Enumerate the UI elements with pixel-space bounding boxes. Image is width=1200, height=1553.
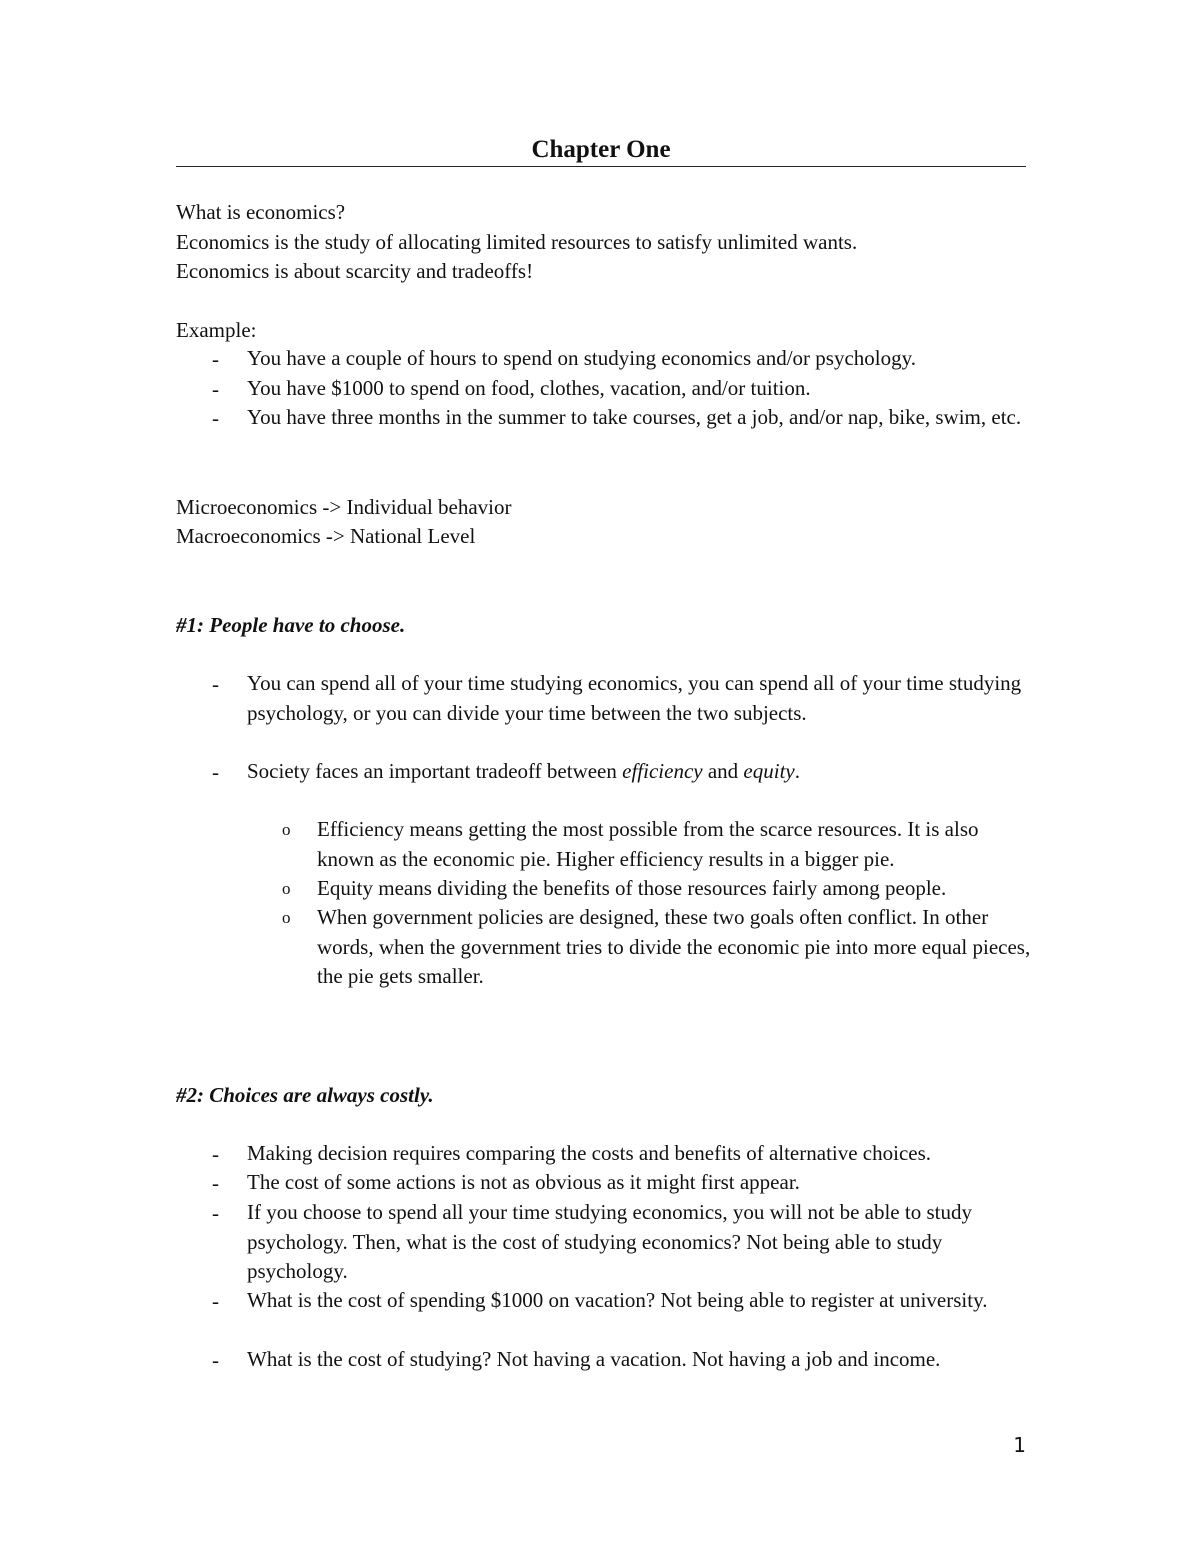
sub-bullet-circle: o — [282, 908, 291, 927]
tradeoff-text: Society faces an important tradeoff between — [247, 759, 623, 783]
bullet-dash: - — [212, 1201, 219, 1225]
bullet-dash: - — [212, 377, 219, 401]
title-underline — [176, 166, 1026, 167]
bullet-dash: - — [212, 1171, 219, 1195]
bullet-dash: - — [212, 347, 219, 371]
section2-item: What is the cost of spending $1000 on vacation? Not being able to register at university. — [247, 1288, 988, 1312]
section1-subitem: Efficiency means getting the most possible from the scarce resources. It is also known as the economic pie. Higher efficiency results in a bigger pie. — [317, 817, 979, 871]
sub-bullet-circle: o — [282, 879, 291, 898]
equity-term: equity — [743, 759, 795, 783]
intro-question: What is economics? — [176, 200, 346, 224]
tradeoff-period: . — [794, 759, 800, 783]
macro-line: Macroeconomics -> National Level — [176, 524, 476, 548]
example-item: You have $1000 to spend on food, clothes, vacation, and/or tuition. — [247, 376, 811, 400]
example-item: You have three months in the summer to take courses, get a job, and/or nap, bike, swim, etc. — [247, 405, 1022, 429]
section2-item: What is the cost of studying? Not having a vacation. Not having a job and income. — [247, 1347, 941, 1371]
page-title: Chapter One — [531, 136, 671, 163]
example-item: You have a couple of hours to spend on studying economics and/or psychology. — [247, 346, 916, 370]
tradeoff-and: and — [702, 759, 744, 783]
bullet-dash: - — [212, 406, 219, 430]
section2-item: Making decision requires comparing the costs and benefits of alternative choices. — [247, 1141, 932, 1165]
page-number: 1 — [1013, 1433, 1026, 1457]
micro-line: Microeconomics -> Individual behavior — [176, 495, 512, 519]
section2-item: If you choose to spend all your time studying economics, you will not be able to study psychology. Then, what is the cost of studying economics? Not being able to study psychology. — [247, 1200, 972, 1283]
bullet-dash: - — [212, 1289, 219, 1313]
bullet-dash: - — [212, 672, 219, 696]
efficiency-term: efficiency — [622, 759, 703, 783]
section1-item: You can spend all of your time studying economics, you can spend all of your time studying psychology, or you can divide your time between the two subjects. — [247, 671, 1022, 725]
bullet-dash: - — [212, 1348, 219, 1372]
section2-heading: #2: Choices are always costly. — [176, 1083, 434, 1107]
example-label: Example: — [176, 318, 257, 342]
intro-scarcity: Economics is about scarcity and tradeoffs! — [176, 259, 534, 283]
sub-bullet-circle: o — [282, 820, 291, 839]
section1-heading: #1: People have to choose. — [176, 613, 406, 637]
section2-item: The cost of some actions is not as obvious as it might first appear. — [247, 1170, 800, 1194]
bullet-dash: - — [212, 1142, 219, 1166]
section1-subitem: Equity means dividing the benefits of those resources fairly among people. — [317, 876, 947, 900]
section1-item-tradeoff — [247, 757, 1037, 787]
intro-definition: Economics is the study of allocating limited resources to satisfy unlimited wants. — [176, 230, 858, 254]
bullet-dash: - — [212, 760, 219, 784]
section1-subitem: When government policies are designed, these two goals often conflict. In other words, when the government tries to divide the economic pie into more equal pieces, the pie gets smaller. — [317, 905, 1031, 988]
